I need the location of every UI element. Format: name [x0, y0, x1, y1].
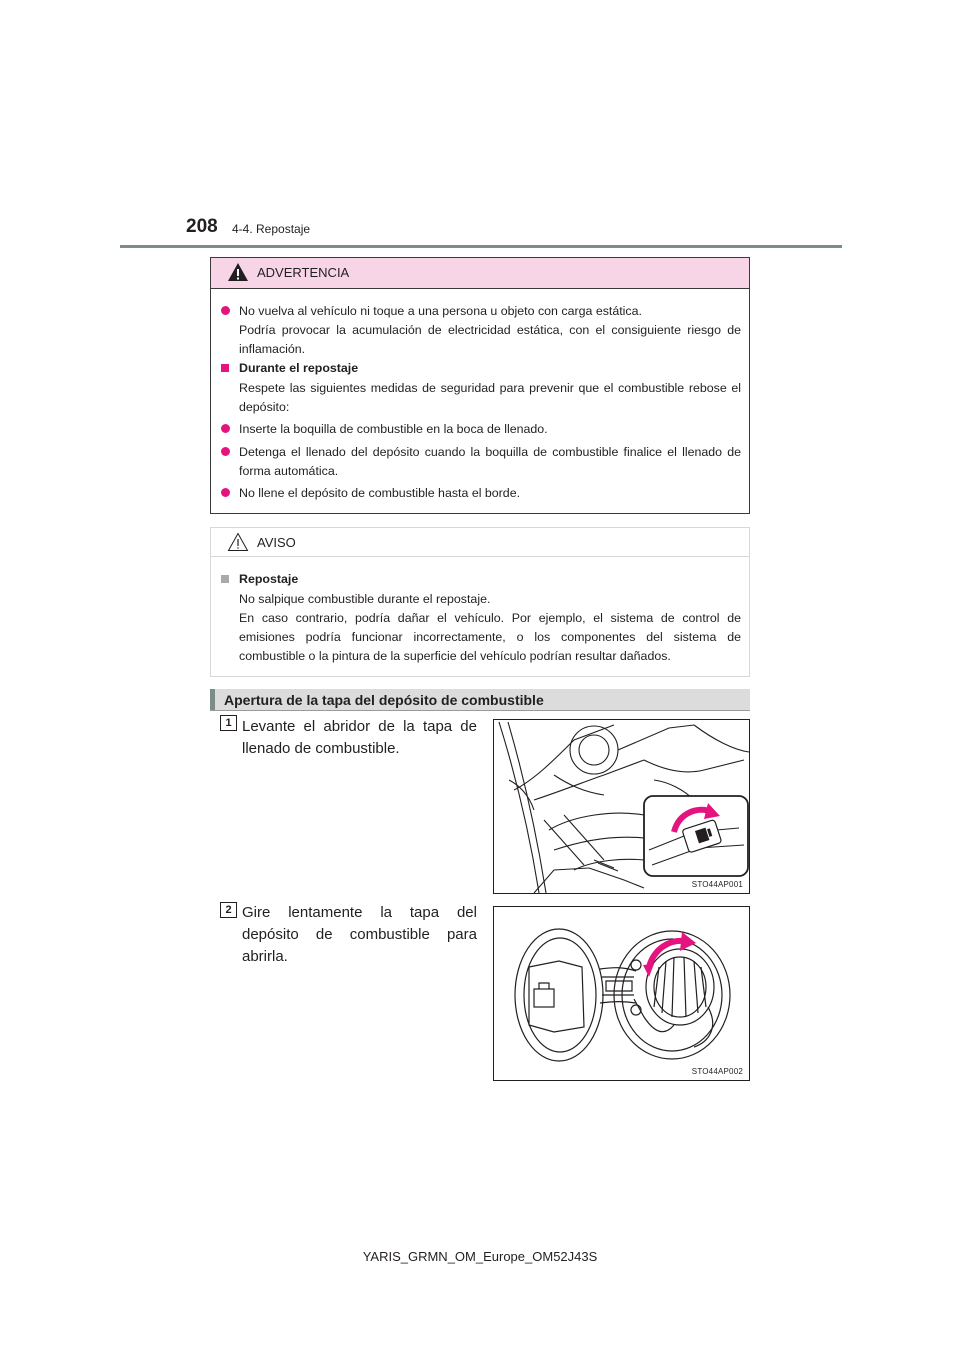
- warning-subheading: Durante el repostaje: [239, 361, 359, 375]
- footer-document-code: YARIS_GRMN_OM_Europe_OM52J43S: [362, 1249, 598, 1264]
- warning-triangle-icon: [227, 262, 249, 282]
- bullet-dot-icon: [221, 447, 230, 456]
- step-number-badge: 2: [220, 902, 237, 918]
- warning-bullet-text: No vuelva al vehículo ni toque a una persona u objeto con carga estática.: [239, 304, 642, 318]
- figure-code: STO44AP002: [691, 1067, 743, 1076]
- car-interior-illustration: [494, 720, 750, 894]
- header-rule: [120, 245, 842, 248]
- notice-line: En caso contrario, podría dañar el vehículo. Por ejemplo, el sistema de control de emisiones podría funcionar incorrectamente, o los componentes del sistema de combustible o la pintura de la superficie del vehículo podrían resultar dañados.: [239, 611, 741, 663]
- notice-title: AVISO: [257, 535, 296, 550]
- notice-title-bar: [211, 528, 749, 557]
- square-bullet-icon: [221, 364, 229, 372]
- section-heading-accent: [210, 689, 215, 710]
- warning-bullet-text: Detenga el llenado del depósito cuando la boquilla de combustible finalice el llenado de forma automática.: [239, 445, 741, 478]
- figure-fuel-cap: [493, 906, 750, 1081]
- bullet-dot-icon: [221, 424, 230, 433]
- bullet-dot-icon: [221, 488, 230, 497]
- warning-title-bar: [211, 258, 749, 289]
- caution-outline-triangle-icon: [227, 532, 249, 552]
- step-text: Levante el abridor de la tapa de llenado de combustible.: [242, 718, 477, 757]
- warning-box: [210, 257, 750, 514]
- notice-subheading: Repostaje: [239, 572, 299, 586]
- section-header: 4-4. Repostaje: [232, 222, 311, 236]
- step-text: Gire lentamente la tapa del depósito de combustible para abrirla.: [242, 904, 477, 965]
- figure-code: STO44AP001: [691, 880, 743, 889]
- warning-bullet-text: Inserte la boquilla de combustible en la boca de llenado.: [239, 422, 548, 436]
- warning-title: ADVERTENCIA: [257, 265, 350, 280]
- warning-bullet-text: No llene el depósito de combustible hasta el borde.: [239, 486, 521, 500]
- notice-box: [210, 527, 750, 677]
- step-number-badge: 1: [220, 715, 237, 731]
- fuel-cap-illustration: [494, 907, 750, 1081]
- bullet-dot-icon: [221, 306, 230, 315]
- figure-fuel-door-opener: [493, 719, 750, 894]
- warning-paragraph: Respete las siguientes medidas de seguridad para prevenir que el combustible rebose el depósito:: [239, 381, 741, 414]
- page-number: 208: [186, 216, 218, 237]
- section-heading-bar: [210, 689, 750, 711]
- warning-continuation-text: Podría provocar la acumulación de electricidad estática, con el consiguiente riesgo de inflamación.: [239, 323, 741, 356]
- square-bullet-icon: [221, 575, 229, 583]
- section-heading: Apertura de la tapa del depósito de combustible: [224, 692, 544, 708]
- notice-line: No salpique combustible durante el repostaje.: [239, 592, 491, 606]
